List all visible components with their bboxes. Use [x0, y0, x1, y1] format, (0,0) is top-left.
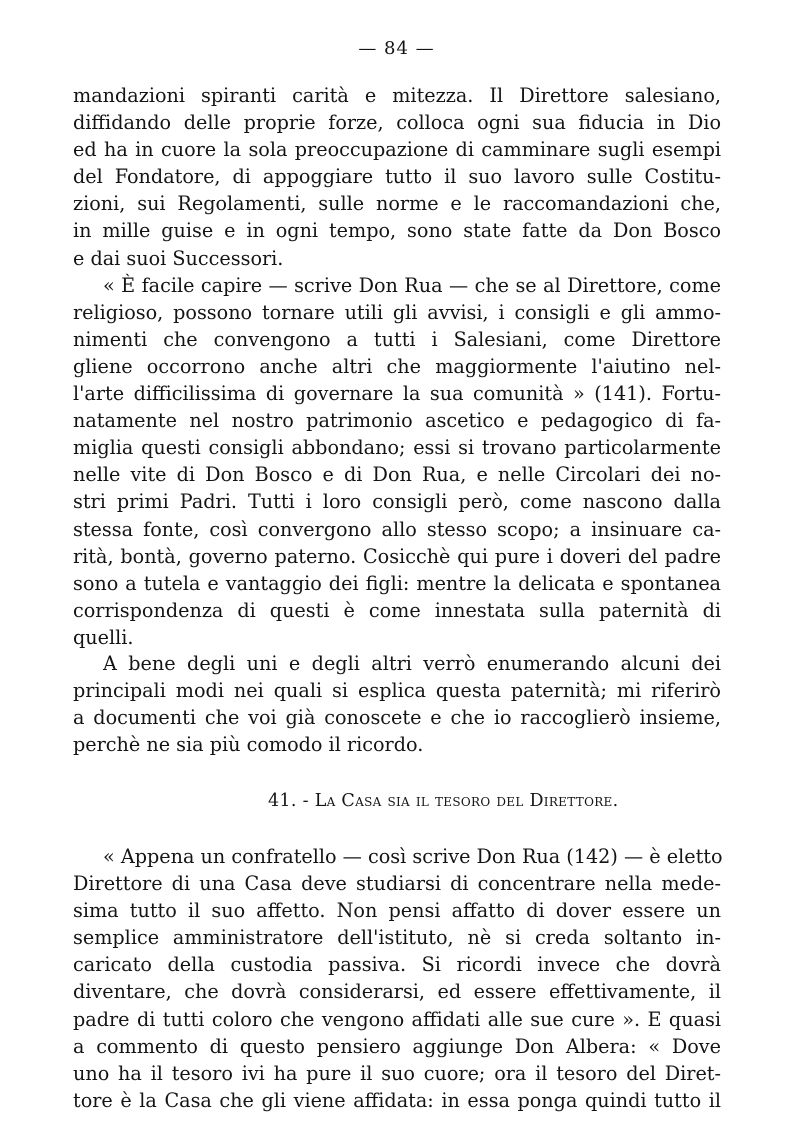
- text-line: mandazioni spiranti carità e mitezza. Il Direttore salesiano,: [73, 84, 721, 107]
- text-line: nelle vite di Don Bosco e di Don Rua, e nelle Circolari dei no-: [73, 463, 721, 487]
- text-line: « Appena un confratello — così scrive Don Rua (142) — è eletto: [103, 845, 723, 868]
- text-line: diventare, che dovrà considerarsi, ed essere effettivamente, il: [73, 980, 721, 1004]
- text-line: e dai suoi Successori.: [73, 246, 284, 270]
- text-line: zioni, sui Regolamenti, sulle norme e le raccomandazioni che,: [73, 192, 721, 216]
- text-line: rità, bontà, governo paterno. Cosicchè qui pure i doveri del padre: [73, 544, 721, 568]
- text-line: corrispondenza di questi è come innestata sulla paternità di: [73, 598, 721, 622]
- text-line: uno ha il tesoro ivi ha pure il suo cuore; ora il tesoro del Diret-: [73, 1061, 721, 1085]
- text-line: quelli.: [73, 625, 134, 649]
- text-line: diffidando delle proprie forze, colloca ogni sua fiducia in Dio: [73, 111, 721, 135]
- text-line: caricato della custodia passiva. Si ricordi invece che dovrà: [73, 953, 721, 977]
- text-line: stri primi Padri. Tutti i loro consigli però, come nascono dalla: [73, 490, 721, 514]
- text-line: del Fondatore, di appoggiare tutto il suo lavoro sulle Costitu-: [73, 165, 721, 189]
- text-line: a commento di questo pensiero aggiunge Don Albera: « Dove: [73, 1034, 721, 1058]
- text-line: l'arte difficilissima di governare la sua comunità » (141). Fortu-: [73, 382, 721, 406]
- text-line: « È facile capire — scrive Don Rua — che se al Direttore, come: [103, 273, 721, 297]
- text-line: Direttore di una Casa deve studiarsi di concentrare nella mede-: [73, 872, 721, 896]
- text-line: religioso, possono tornare utili gli avvisi, i consigli e gli ammo-: [73, 300, 721, 324]
- text-line: ed ha in cuore la sola preoccupazione di camminare sugli esempi: [73, 138, 721, 162]
- text-line: sono a tutela e vantaggio dei figli: mentre la delicata e spontanea: [73, 571, 721, 595]
- text-line: A bene degli uni e degli altri verrò enumerando alcuni dei: [103, 652, 721, 675]
- text-line: sima tutto il suo affetto. Non pensi affatto di dover essere un: [73, 899, 721, 923]
- page-number: — 84 —: [358, 38, 435, 59]
- paragraph-block-section-41: [73, 843, 721, 1114]
- section-number: 41. -: [268, 791, 309, 811]
- text-line: principali modi nei quali si esplica questa paternità; mi riferirò: [73, 679, 721, 703]
- text-line: nimenti che convengono a tutti i Salesiani, come Direttore: [73, 327, 721, 351]
- section-title: La Casa sia il tesoro del Direttore.: [314, 791, 619, 811]
- text-line: padre di tutti coloro che vengono affidati alle sue cure ». E quasi: [73, 1007, 721, 1031]
- text-line: in mille guise e in ogni tempo, sono state fatte da Don Bosco: [73, 219, 721, 243]
- text-line: semplice amministratore dell'istituto, nè si creda soltanto in-: [73, 926, 721, 950]
- text-line: tore è la Casa che gli viene affidata: in essa ponga quindi tutto il: [73, 1088, 721, 1112]
- text-line: perchè ne sia più comodo il ricordo.: [73, 733, 424, 757]
- text-line: miglia questi consigli abbondano; essi si trovano particolarmente: [73, 436, 721, 460]
- paragraph-block-intro: [73, 82, 721, 651]
- section-heading: [268, 791, 618, 811]
- text-line: gliene occorrono anche altri che maggiormente l'aiutino nel-: [73, 354, 721, 378]
- text-line: a documenti che voi già conoscete e che io raccoglierò insieme,: [73, 706, 721, 730]
- text-line: natamente nel nostro patrimonio ascetico e pedagogico di fa-: [73, 409, 721, 433]
- text-line: stessa fonte, così convergono allo stesso scopo; a insinuare ca-: [73, 517, 721, 541]
- paragraph-block-enumeration: [73, 650, 721, 758]
